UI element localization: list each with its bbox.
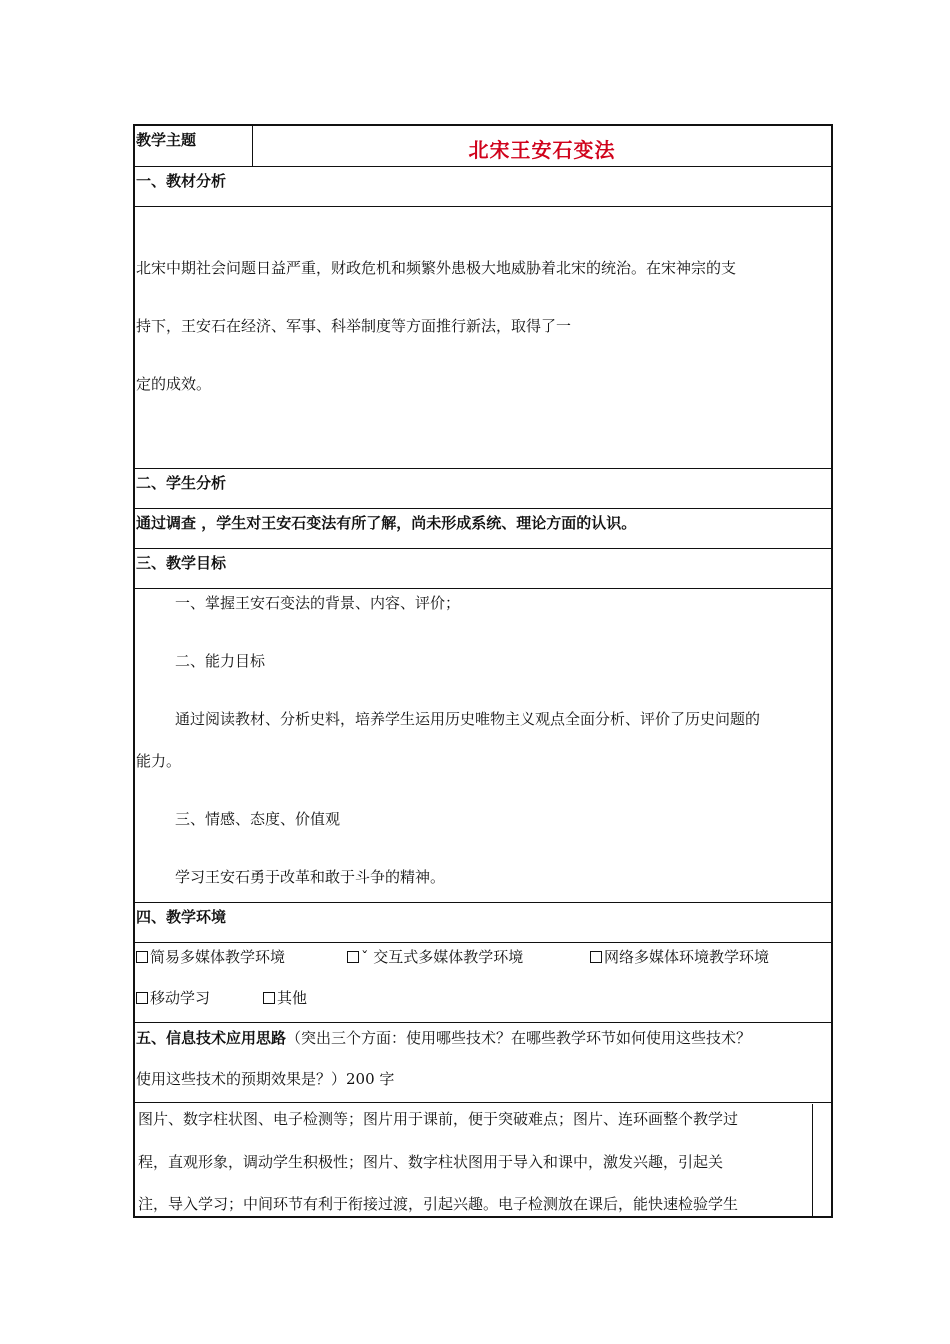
section-5-line: 图片、数字柱状图、电子检测等；图片用于课前，便于突破难点；图片、连环画整个教学过 bbox=[138, 1110, 739, 1128]
env-option-label: 其他 bbox=[277, 989, 308, 1007]
section-5-title-line2: 使用这些技术的预期效果是？）200 字 bbox=[136, 1070, 395, 1088]
checkbox-icon[interactable] bbox=[347, 951, 359, 963]
section-5-title-bold: 五、信息技术应用思路 bbox=[136, 1029, 287, 1047]
env-option[interactable] bbox=[263, 991, 307, 1006]
checkbox-icon[interactable] bbox=[590, 951, 602, 963]
section-3-line: 通过阅读教材、分析史料，培养学生运用历史唯物主义观点全面分析、评价了历史问题的 bbox=[175, 710, 761, 728]
env-option-label: 网络多媒体环境教学环境 bbox=[604, 948, 770, 966]
row-divider bbox=[135, 1022, 831, 1023]
checkbox-icon[interactable] bbox=[263, 992, 275, 1004]
section-3-title: 三、教学目标 bbox=[136, 554, 227, 572]
env-option-label: ˇ 交互式多媒体教学环境 bbox=[361, 948, 524, 966]
env-option[interactable] bbox=[136, 991, 210, 1006]
section-1-line: 持下，王安石在经济、军事、科举制度等方面推行新法，取得了一 bbox=[136, 317, 572, 335]
env-option[interactable] bbox=[347, 950, 523, 965]
lesson-plan-table bbox=[133, 124, 833, 1218]
row-divider bbox=[135, 902, 831, 903]
lesson-title: 北宋王安石变法 bbox=[468, 138, 616, 162]
row-divider bbox=[135, 588, 831, 589]
row-divider bbox=[135, 468, 831, 469]
section-3-line: 能力。 bbox=[136, 752, 182, 770]
row-divider bbox=[135, 1102, 831, 1103]
section-5-title-rest: （突出三个方面：使用哪些技术？在哪些教学环节如何使用这些技术？ bbox=[286, 1029, 752, 1047]
section-1-line: 北宋中期社会问题日益严重，财政危机和频繁外患极大地威胁着北宋的统治。在宋神宗的支 bbox=[136, 259, 737, 277]
section-3-line: 一、掌握王安石变法的背景、内容、评价； bbox=[175, 594, 461, 612]
section-2-text: 通过调查 ，学生对王安石变法有所了解，尚未形成系统、理论方面的认识。 bbox=[136, 514, 637, 532]
section-2-title: 二、学生分析 bbox=[136, 474, 227, 492]
env-option[interactable] bbox=[590, 950, 769, 965]
topic-label: 教学主题 bbox=[136, 131, 197, 149]
section-3-line: 二、能力目标 bbox=[175, 652, 266, 670]
section-1-title: 一、教材分析 bbox=[136, 172, 227, 190]
section-5-line: 程，直观形象，调动学生积极性；图片、数字柱状图用于导入和课中，激发兴趣，引起关 bbox=[138, 1153, 724, 1171]
row-divider bbox=[135, 206, 831, 207]
section-1-line: 定的成效。 bbox=[136, 375, 212, 393]
row-divider bbox=[135, 166, 831, 167]
section-3-line: 学习王安石勇于改革和敢于斗争的精神。 bbox=[175, 868, 446, 886]
section-5-line: 注，导入学习；中间环节有利于衔接过渡，引起兴趣。电子检测放在课后，能快速检验学生 bbox=[138, 1195, 739, 1213]
section-3-line: 三、情感、态度、价值观 bbox=[175, 810, 341, 828]
row-divider bbox=[135, 942, 831, 943]
env-option[interactable] bbox=[136, 950, 285, 965]
section-5-title bbox=[136, 1031, 751, 1046]
checkbox-icon[interactable] bbox=[136, 992, 148, 1004]
checkbox-icon[interactable] bbox=[136, 951, 148, 963]
env-option-label: 移动学习 bbox=[150, 989, 211, 1007]
section-4-title: 四、教学环境 bbox=[136, 908, 227, 926]
env-option-label: 简易多媒体教学环境 bbox=[150, 948, 286, 966]
row-divider bbox=[135, 548, 831, 549]
row-divider bbox=[135, 508, 831, 509]
